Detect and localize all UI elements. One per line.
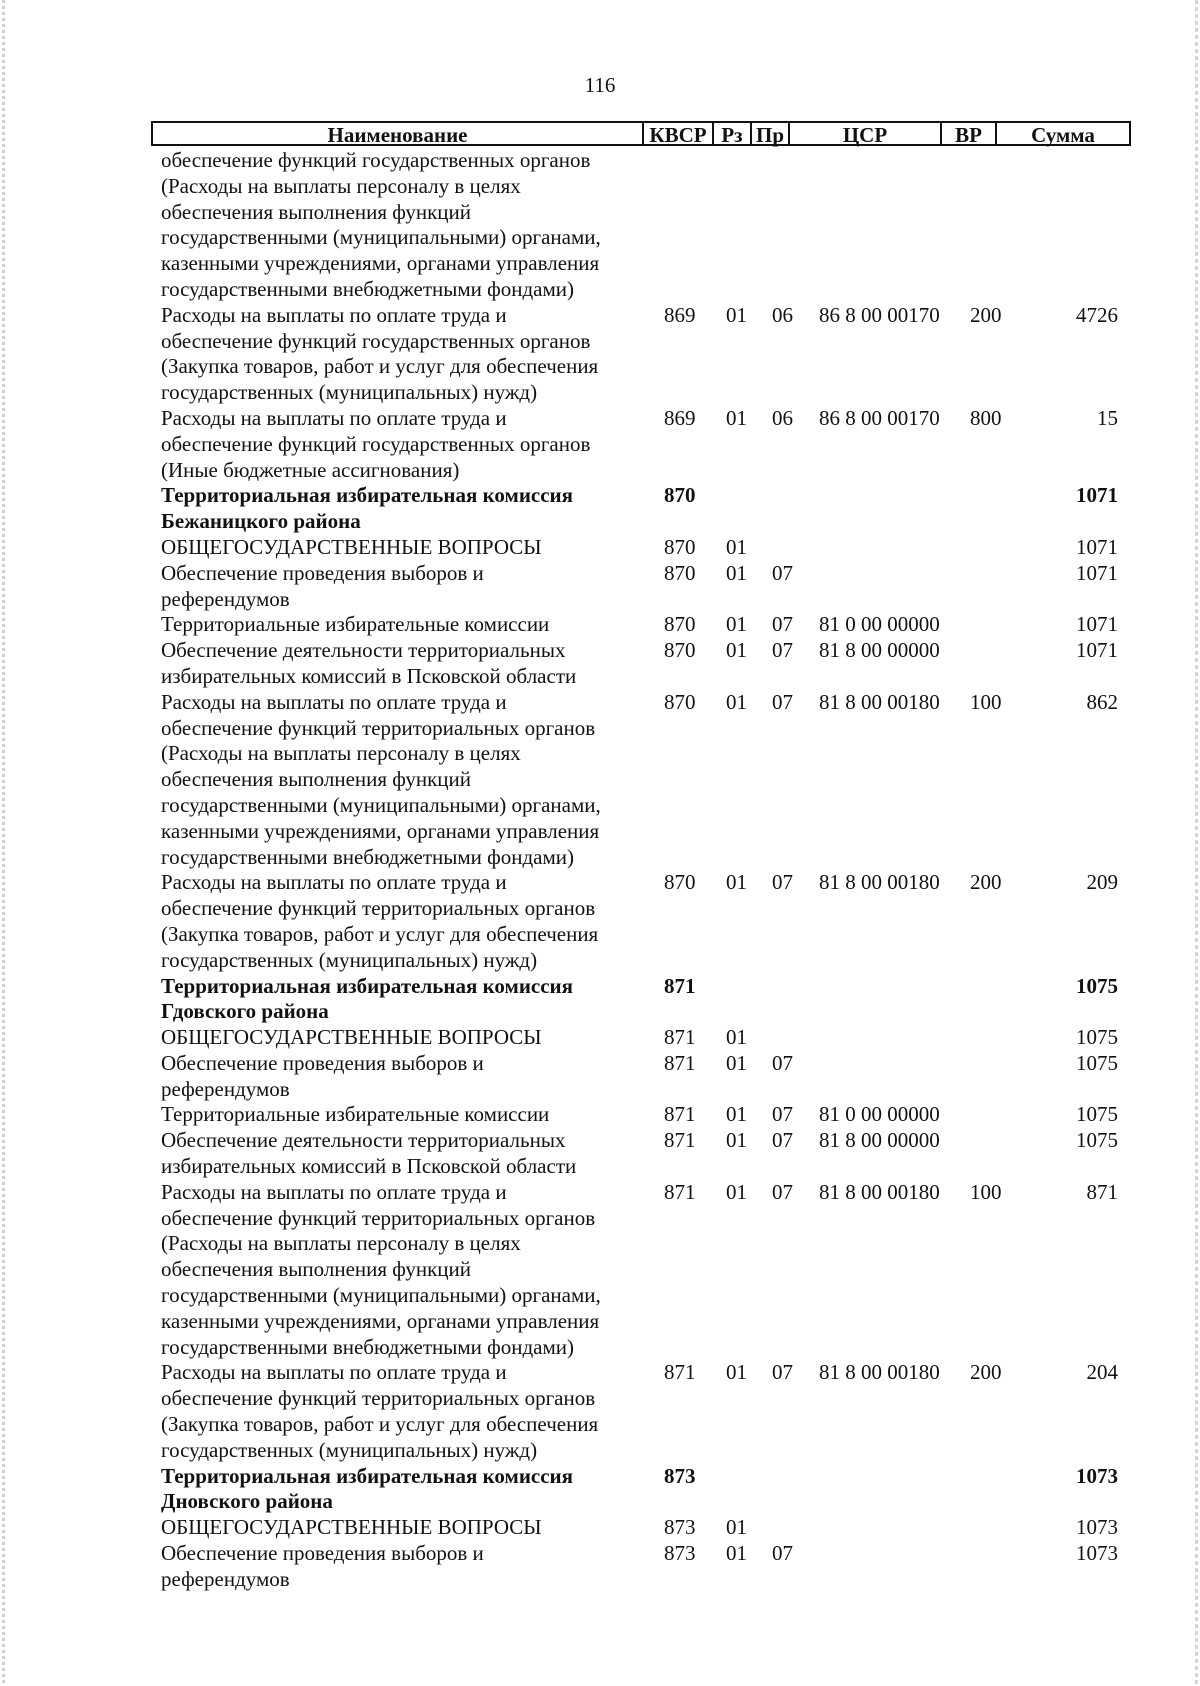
header-vr: ВР [942,123,997,144]
row-sum: 1071 [1076,483,1118,508]
row-vr: 200 [970,1360,1002,1385]
row-pr: 07 [772,689,793,714]
row-sum: 1075 [1076,1102,1118,1127]
row-sum: 4726 [1076,302,1118,327]
row-kvsr: 871 [664,1102,696,1127]
scan-edge-left [2,0,5,1686]
table-row [161,148,1131,303]
table-row [161,1360,1131,1463]
row-rz: 01 [726,1102,747,1127]
row-sum: 871 [1086,1179,1118,1204]
row-kvsr: 870 [664,638,696,663]
row-rz: 01 [726,870,747,895]
table-row [161,561,1131,613]
row-name: Обеспечение проведения выборов и референдумов [161,560,484,611]
table-row [161,406,1131,483]
row-csr: 86 8 00 00170 [819,405,940,430]
row-name: Расходы на выплаты по оплате труда и обеспечение функций территориальных органов (Расходы на выплаты персоналу в целях обеспечения выполнения функций государственными (муниципальными) органами, казенными учреждениями, органами управления государственными внебюджетными фондами) [161,689,601,869]
row-rz: 01 [726,1128,747,1153]
row-rz: 01 [726,405,747,430]
row-kvsr: 870 [664,483,696,508]
row-sum: 1073 [1076,1515,1118,1540]
row-csr: 81 8 00 00000 [819,1128,940,1153]
row-csr: 81 8 00 00000 [819,638,940,663]
row-kvsr: 870 [664,612,696,637]
row-name: Территориальная избирательная комиссия Гдовского района [161,973,574,1024]
row-name: Расходы на выплаты по оплате труда и обеспечение функций государственных органов (Иные бюджетные ассигнования) [161,405,591,482]
row-name: Территориальная избирательная комиссия Бежаницкого района [161,483,574,534]
row-kvsr: 869 [664,405,696,430]
table-row [161,1180,1131,1361]
row-name: Расходы на выплаты по оплате труда и обеспечение функций территориальных органов (Закупка товаров, работ и услуг для обеспечения государственных (муниципальных) нужд) [161,1360,599,1462]
table-row [161,303,1131,406]
row-sum: 1075 [1076,973,1118,998]
row-pr: 07 [772,1102,793,1127]
row-kvsr: 870 [664,870,696,895]
header-csr: ЦСР [790,123,942,144]
row-rz: 01 [726,560,747,585]
row-sum: 1071 [1076,560,1118,585]
row-sum: 15 [1097,405,1118,430]
table-row [161,870,1131,973]
row-sum: 1071 [1076,612,1118,637]
row-vr: 100 [970,689,1002,714]
row-pr: 07 [772,870,793,895]
row-pr: 07 [772,560,793,585]
row-rz: 01 [726,302,747,327]
row-pr: 07 [772,612,793,637]
table-row [161,1128,1131,1180]
row-sum: 1075 [1076,1025,1118,1050]
row-csr: 81 8 00 00180 [819,689,940,714]
row-pr: 06 [772,302,793,327]
row-kvsr: 871 [664,1050,696,1075]
row-kvsr: 871 [664,1025,696,1050]
header-rz: Рз [714,123,752,144]
row-kvsr: 871 [664,1360,696,1385]
row-name: Обеспечение проведения выборов и референдумов [161,1541,484,1591]
row-name: Территориальные избирательные комиссии [161,1102,550,1127]
row-name: Расходы на выплаты по оплате труда и обеспечение функций государственных органов (Закупка товаров, работ и услуг для обеспечения государственных (муниципальных) нужд) [161,302,599,405]
table-row [161,1515,1131,1541]
header-kvsr: КВСР [644,123,714,144]
row-name: ОБЩЕГОСУДАРСТВЕННЫЕ ВОПРОСЫ [161,1515,542,1540]
table-row [161,1541,1131,1593]
row-rz: 01 [726,534,747,559]
row-name: обеспечение функций государственных органов (Расходы на выплаты персоналу в целях обеспечения выполнения функций государственными (муниципальными) органами, казенными учреждениями, органами управления государственными внебюджетными фондами) [161,148,601,301]
row-sum: 1073 [1076,1463,1118,1488]
table-row [161,1051,1131,1103]
row-sum: 1075 [1076,1050,1118,1075]
row-csr: 81 0 00 00000 [819,1102,940,1127]
row-kvsr: 871 [664,973,696,998]
row-kvsr: 871 [664,1128,696,1153]
row-name: ОБЩЕГОСУДАРСТВЕННЫЕ ВОПРОСЫ [161,534,542,559]
row-pr: 07 [772,638,793,663]
table-row [161,1025,1131,1051]
row-rz: 01 [726,689,747,714]
header-name: Наименование [153,123,644,144]
row-rz: 01 [726,1360,747,1385]
row-kvsr: 870 [664,560,696,585]
row-csr: 81 8 00 00180 [819,1179,940,1204]
row-pr: 07 [772,1179,793,1204]
table-body [161,148,1131,1593]
row-name: Расходы на выплаты по оплате труда и обеспечение функций территориальных органов (Расходы на выплаты персоналу в целях обеспечения выполнения функций государственными (муниципальными) органами, казенными учреждениями, органами управления государственными внебюджетными фондами) [161,1179,601,1359]
row-vr: 200 [970,302,1002,327]
row-rz: 01 [726,638,747,663]
row-rz: 01 [726,1025,747,1050]
row-pr: 07 [772,1128,793,1153]
header-sum: Сумма [1031,123,1095,147]
table-row [161,974,1131,1026]
row-rz: 01 [726,1050,747,1075]
table-header [151,121,1131,146]
row-rz: 01 [726,1541,747,1566]
row-kvsr: 869 [664,302,696,327]
table-row [161,638,1131,690]
row-name: Расходы на выплаты по оплате труда и обеспечение функций территориальных органов (Закупка товаров, работ и услуг для обеспечения государственных (муниципальных) нужд) [161,870,599,972]
row-pr: 07 [772,1050,793,1075]
row-pr: 07 [772,1541,793,1566]
row-name: Обеспечение проведения выборов и референдумов [161,1050,484,1101]
row-kvsr: 871 [664,1179,696,1204]
row-kvsr: 870 [664,534,696,559]
row-csr: 86 8 00 00170 [819,302,940,327]
row-name: Обеспечение деятельности территориальных избирательных комиссий в Псковской области [161,638,577,688]
row-rz: 01 [726,612,747,637]
row-csr: 81 0 00 00000 [819,612,940,637]
row-sum: 1071 [1076,534,1118,559]
row-rz: 01 [726,1179,747,1204]
table-row [161,1102,1131,1128]
table-row [161,535,1131,561]
row-sum: 1071 [1076,638,1118,663]
row-name: Территориальные избирательные комиссии [161,612,550,637]
row-sum: 862 [1086,689,1118,714]
row-csr: 81 8 00 00180 [819,870,940,895]
row-vr: 800 [970,405,1002,430]
table-row [161,612,1131,638]
row-sum: 1073 [1076,1541,1118,1566]
table-row [161,1464,1131,1516]
row-kvsr: 873 [664,1463,696,1488]
row-sum: 209 [1086,870,1118,895]
row-vr: 100 [970,1179,1002,1204]
row-sum: 204 [1086,1360,1118,1385]
header-pr: Пр [752,123,790,144]
row-kvsr: 873 [664,1515,696,1540]
row-sum: 1075 [1076,1128,1118,1153]
page-number: 116 [584,73,616,97]
table-row [161,483,1131,535]
scan-edge-right [1195,0,1198,1686]
row-pr: 06 [772,405,793,430]
row-name: Обеспечение деятельности территориальных избирательных комиссий в Псковской области [161,1128,577,1179]
row-name: ОБЩЕГОСУДАРСТВЕННЫЕ ВОПРОСЫ [161,1025,542,1050]
row-rz: 01 [726,1515,747,1540]
row-name: Территориальная избирательная комиссия Дновского района [161,1463,574,1514]
table-row [161,690,1131,871]
row-pr: 07 [772,1360,793,1385]
row-vr: 200 [970,870,1002,895]
row-kvsr: 873 [664,1541,696,1566]
row-kvsr: 870 [664,689,696,714]
row-csr: 81 8 00 00180 [819,1360,940,1385]
